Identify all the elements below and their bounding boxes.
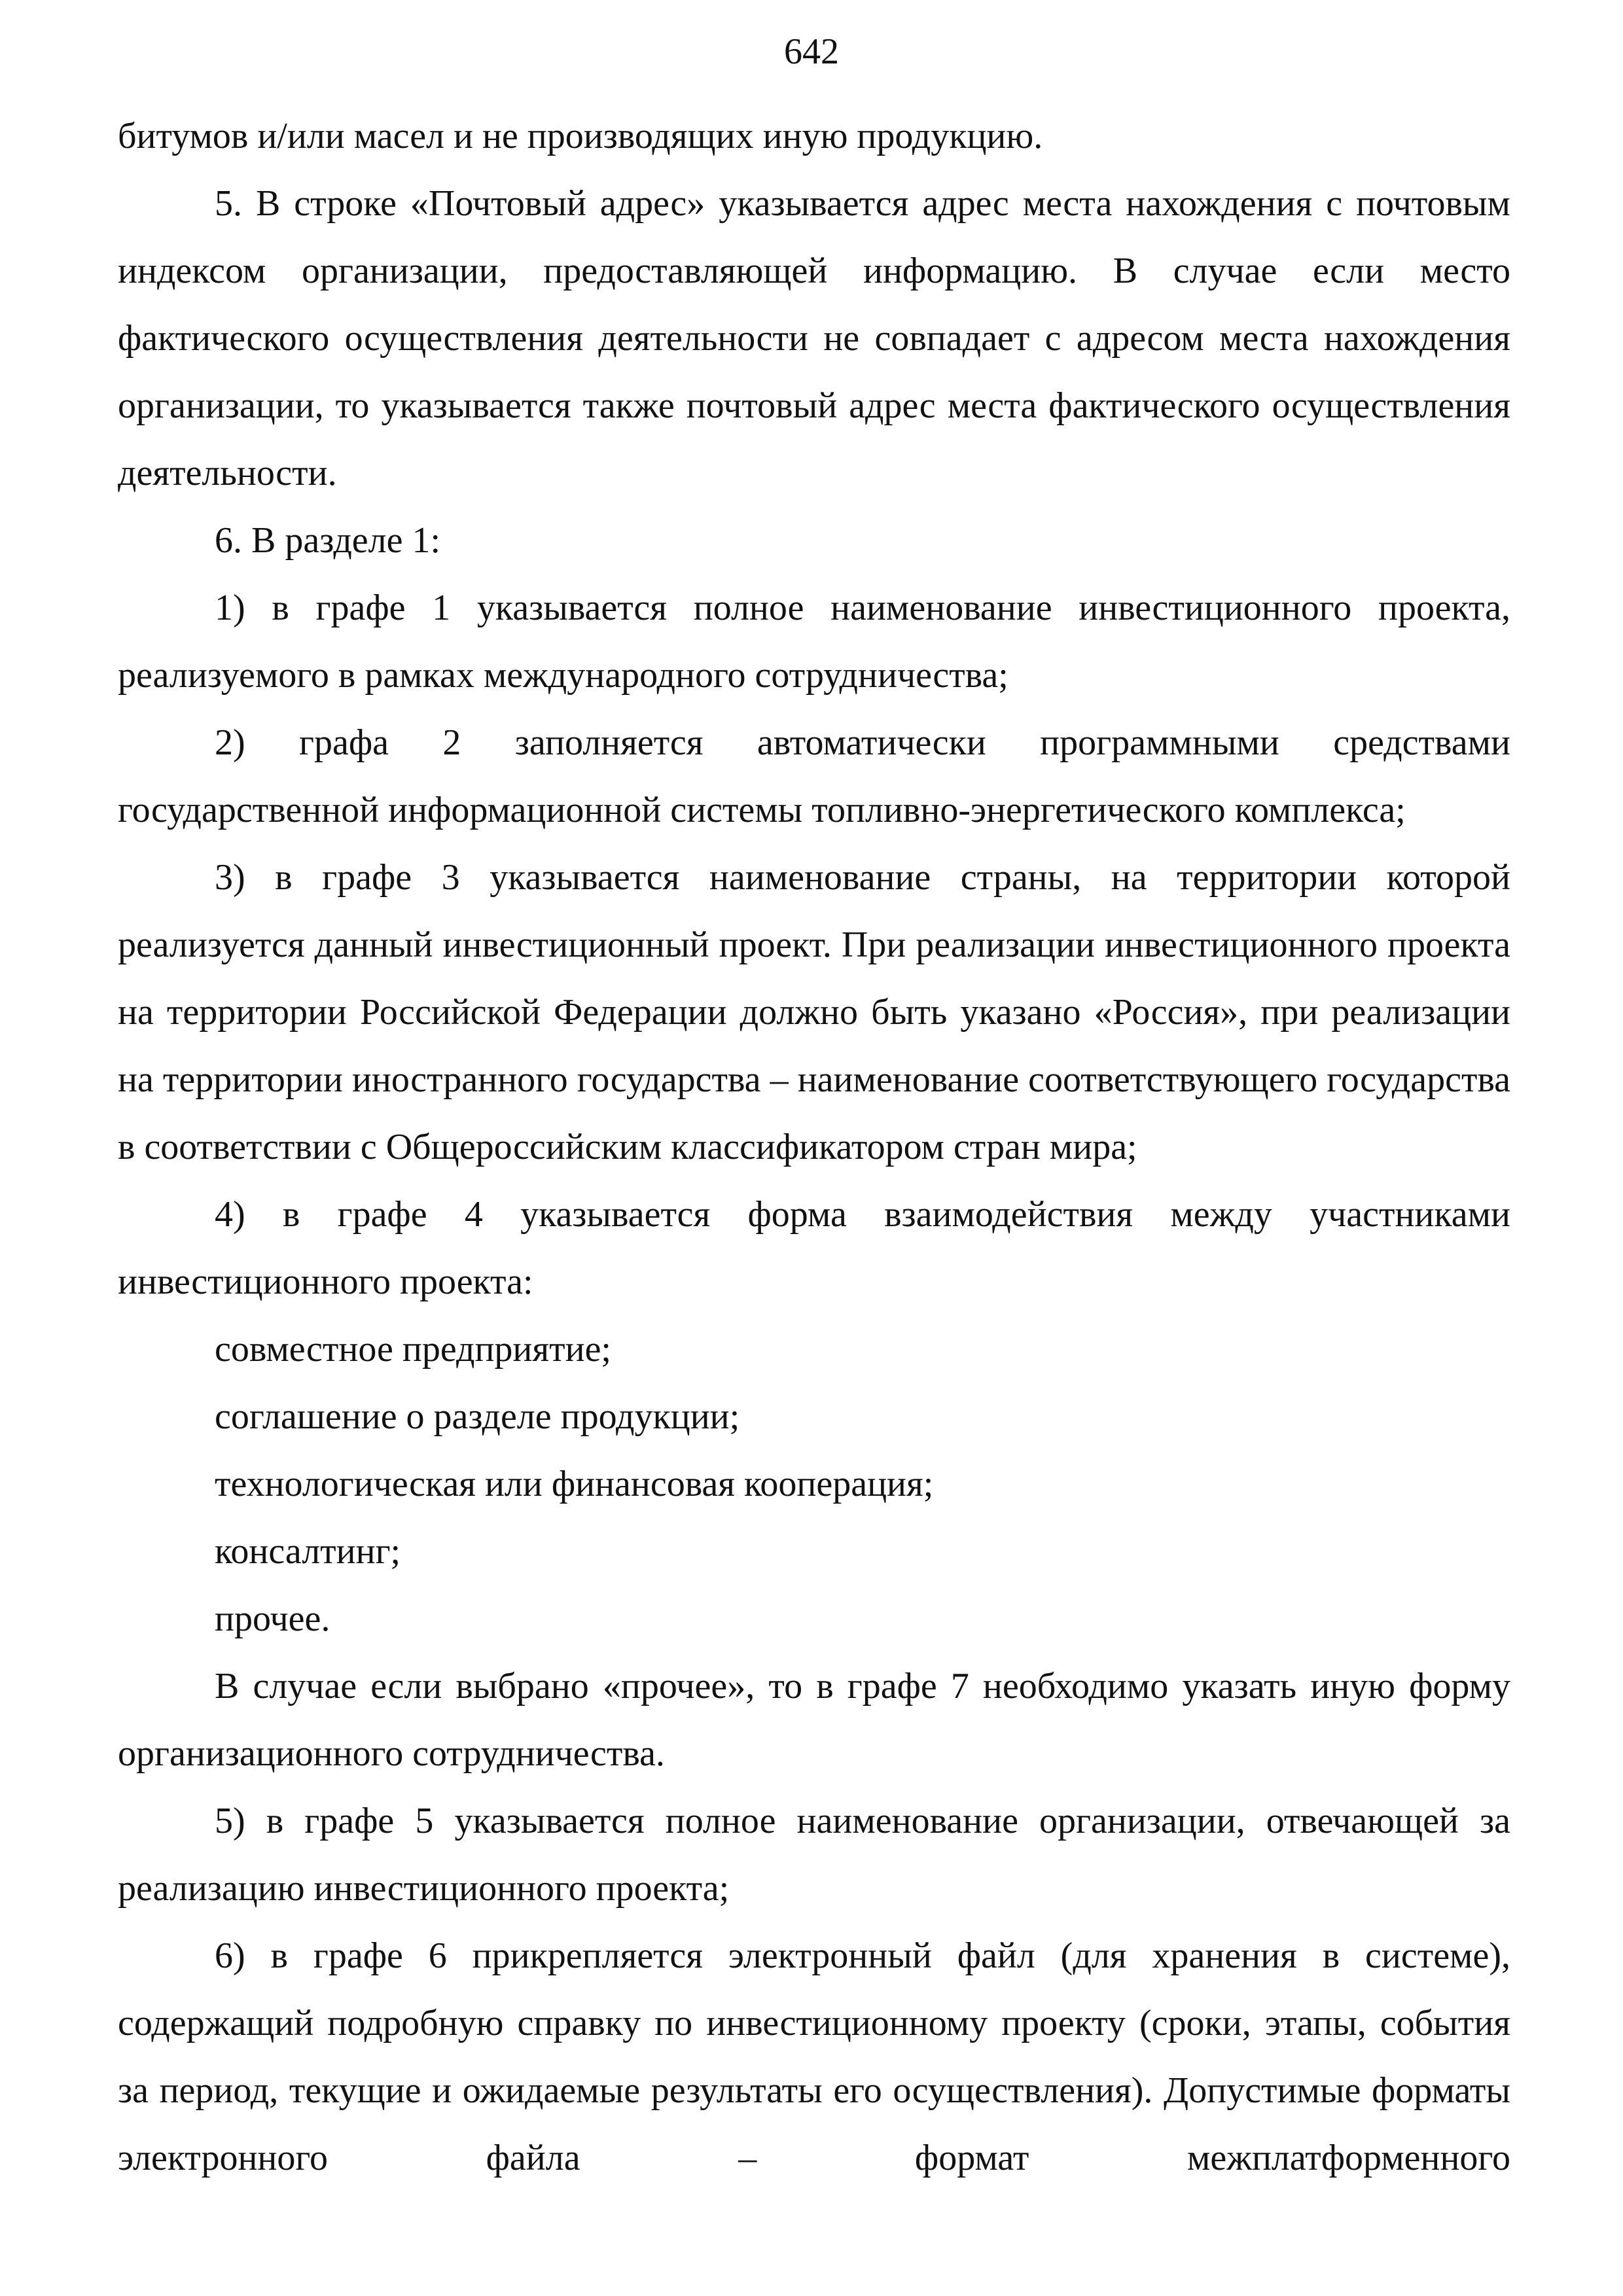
paragraph-postal-address: 5. В строке «Почтовый адрес» указывается адрес места нахождения с почтовым индексом организации, предоставляющей информацию. В случае если место фактического осуществления деятельности не совпадает с адресом места нахождения организации, то указывается также почтовый адрес места фактического осуществления деятельности. — [118, 183, 1510, 493]
paragraph-other-note: В случае если выбрано «прочее», то в графе 7 необходимо указать иную форму организационного сотрудничества. — [118, 1666, 1510, 1774]
paragraph-column-6: 6) в графе 6 прикрепляется электронный файл (для хранения в системе), содержащий подробную справку по инвестиционному проекту (сроки, этапы, события за период, текущие и ожидаемые результаты его осуществления). Допустимые форматы электронного файла – формат межплатформенного — [118, 1935, 1510, 2178]
list-item-cooperation: технологическая или финансовая кооперация; — [215, 1464, 934, 1504]
paragraph-column-1: 1) в графе 1 указывается полное наименование инвестиционного проекта, реализуемого в рамках международного сотрудничества; — [118, 588, 1510, 696]
paragraph-column-5: 5) в графе 5 указывается полное наименование организации, отвечающей за реализацию инвестиционного проекта; — [118, 1801, 1510, 1909]
paragraph-section-1-heading: 6. В разделе 1: — [215, 520, 441, 561]
paragraph-column-3: 3) в графе 3 указывается наименование страны, на территории которой реализуется данный инвестиционный проект. При реализации инвестиционного проекта на территории Российской Федерации должно быть указано «Россия», при реализации на территории иностранного государства – наименование соответствующего государства в соответствии с Общероссийским классификатором стран мира; — [118, 857, 1510, 1167]
list-item-joint-venture: совместное предприятие; — [215, 1329, 611, 1369]
list-item-other: прочее. — [215, 1598, 330, 1639]
page-number: 642 — [784, 31, 839, 72]
paragraph-column-2: 2) графа 2 заполняется автоматически программными средствами государственной информационной системы топливно-энергетического комплекса; — [118, 722, 1510, 830]
document-body — [118, 103, 1510, 2192]
list-item-consulting: консалтинг; — [215, 1531, 401, 1572]
paragraph-continuation: битумов и/или масел и не производящих иную продукцию. — [118, 116, 1043, 156]
list-item-production-sharing: соглашение о разделе продукции; — [215, 1396, 740, 1437]
paragraph-column-4: 4) в графе 4 указывается форма взаимодействия между участниками инвестиционного проекта: — [118, 1194, 1510, 1302]
